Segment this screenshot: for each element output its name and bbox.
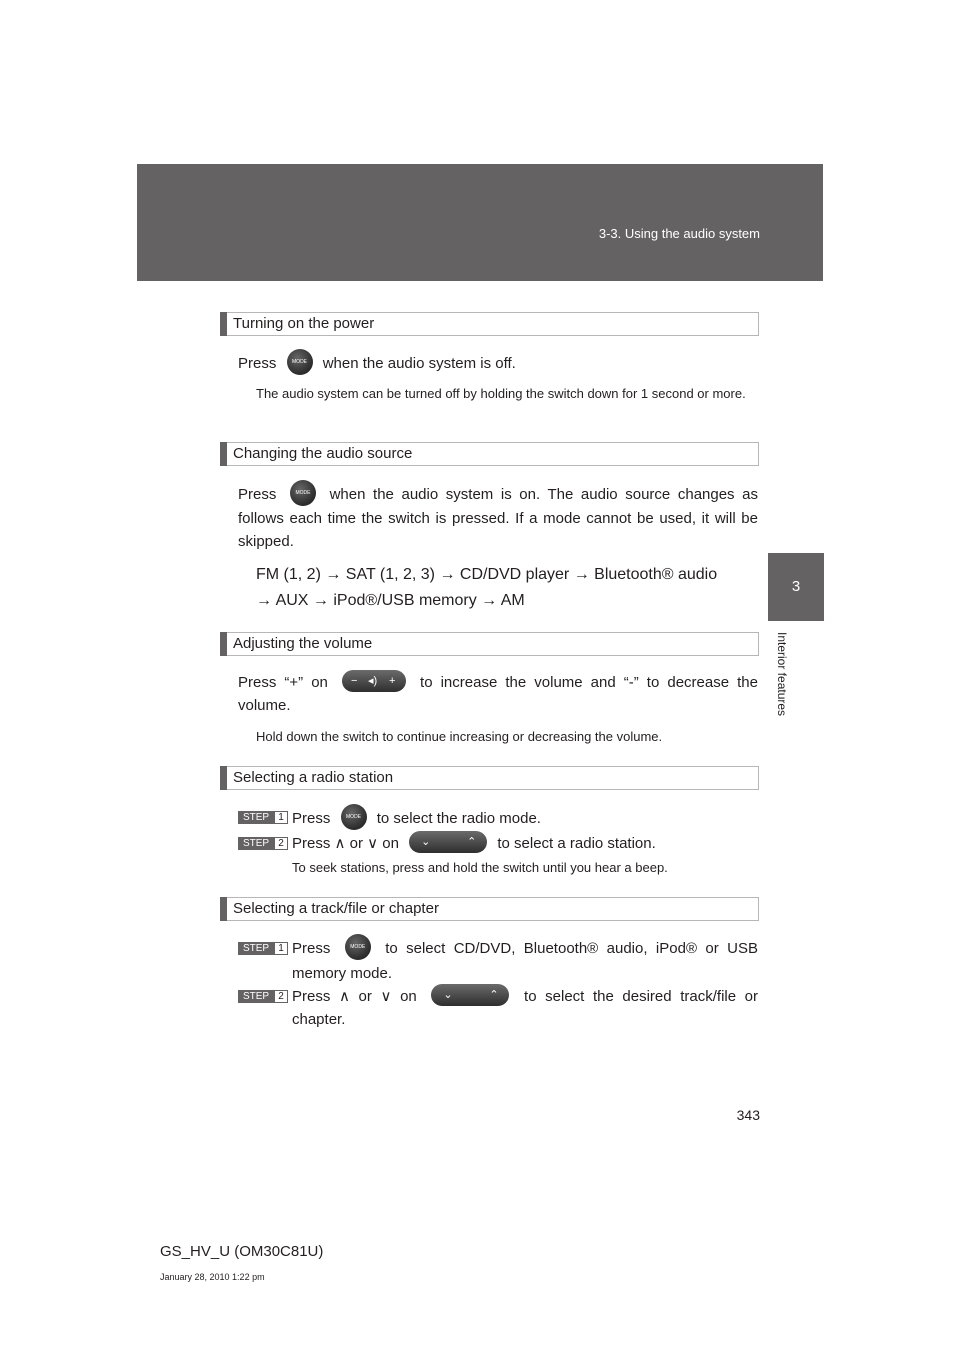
minus-icon: − — [350, 675, 358, 688]
section-marker — [220, 897, 227, 921]
power-note: The audio system can be turned off by holding the switch down for 1 second or more. — [256, 386, 746, 401]
chapter-label: Interior features — [775, 632, 789, 717]
section-title: Selecting a track/file or chapter — [233, 900, 439, 917]
seek-switch-icon — [409, 831, 487, 853]
radio-step-2: Press ∧ or ∨ on ⌄ ⌃ to select a radio station. — [292, 832, 758, 855]
track-step-2: Press ∧ or ∨ on ⌄ ⌃ to select the desired track/file or chapter. — [292, 985, 758, 1031]
header-band — [137, 164, 823, 281]
step-2-badge: STEP 2 — [238, 990, 288, 1003]
step-2-badge: STEP 2 — [238, 837, 288, 850]
section-marker — [220, 442, 227, 466]
track-step-1: Press MODE to select CD/DVD, Bluetooth® audio, iPod® or USB memory mode. — [292, 936, 758, 985]
section-title: Turning on the power — [233, 315, 375, 332]
document-date: January 28, 2010 1:22 pm — [160, 1272, 265, 1282]
section-title: Changing the audio source — [233, 445, 413, 462]
source-sequence-line1: FM (1, 2) → SAT (1, 2, 3) → CD/DVD player → Bluetooth® audio — [256, 566, 718, 583]
mode-button-icon: MODE — [345, 934, 371, 960]
page-number: 343 — [736, 1107, 760, 1123]
speaker-icon: ◂) — [367, 675, 378, 688]
section-marker — [220, 632, 227, 656]
volume-instruction: Press “+” on − ◂) + to increase the volume and “-” to decrease the volume. — [238, 672, 758, 717]
step-1-badge: STEP 1 — [238, 811, 288, 824]
document-code: GS_HV_U (OM30C81U) — [160, 1243, 324, 1260]
section-volume-header — [220, 632, 759, 656]
down-arrow-icon: ⌄ — [443, 989, 453, 1002]
radio-note: To seek stations, press and hold the switch until you hear a beep. — [292, 860, 668, 875]
source-sequence-line2: → AUX → iPod®/USB memory → AM — [256, 592, 525, 609]
section-marker — [220, 766, 227, 790]
plus-icon: + — [388, 675, 396, 688]
track-switch-icon — [431, 984, 509, 1006]
power-instruction: Press MODE when the audio system is off. — [238, 351, 758, 377]
section-title: Adjusting the volume — [233, 635, 373, 652]
section-title: Selecting a radio station — [233, 769, 394, 786]
radio-step-1: Press MODE to select the radio mode. — [292, 806, 758, 832]
mode-button-icon: MODE — [341, 804, 367, 830]
section-radio-header — [220, 766, 759, 790]
section-marker — [220, 312, 227, 336]
step-1-badge: STEP 1 — [238, 942, 288, 955]
down-arrow-icon: ⌄ — [421, 836, 431, 849]
section-header: 3-3. Using the audio system — [598, 226, 760, 241]
up-arrow-icon: ⌃ — [489, 989, 499, 1002]
source-instruction: Press MODE when the audio system is on. The audio source changes as follows each time the switch is pressed. If a mode cannot be used, it will be skipped. — [238, 482, 758, 553]
up-arrow-icon: ⌃ — [467, 836, 477, 849]
section-power-header — [220, 312, 759, 336]
volume-note: Hold down the switch to continue increasing or decreasing the volume. — [256, 729, 663, 744]
section-track-header — [220, 897, 759, 921]
chapter-tab: 3 — [768, 553, 824, 621]
volume-switch-icon — [342, 670, 406, 692]
mode-button-icon: MODE — [287, 349, 313, 375]
section-source-header — [220, 442, 759, 466]
mode-button-icon: MODE — [290, 480, 316, 506]
